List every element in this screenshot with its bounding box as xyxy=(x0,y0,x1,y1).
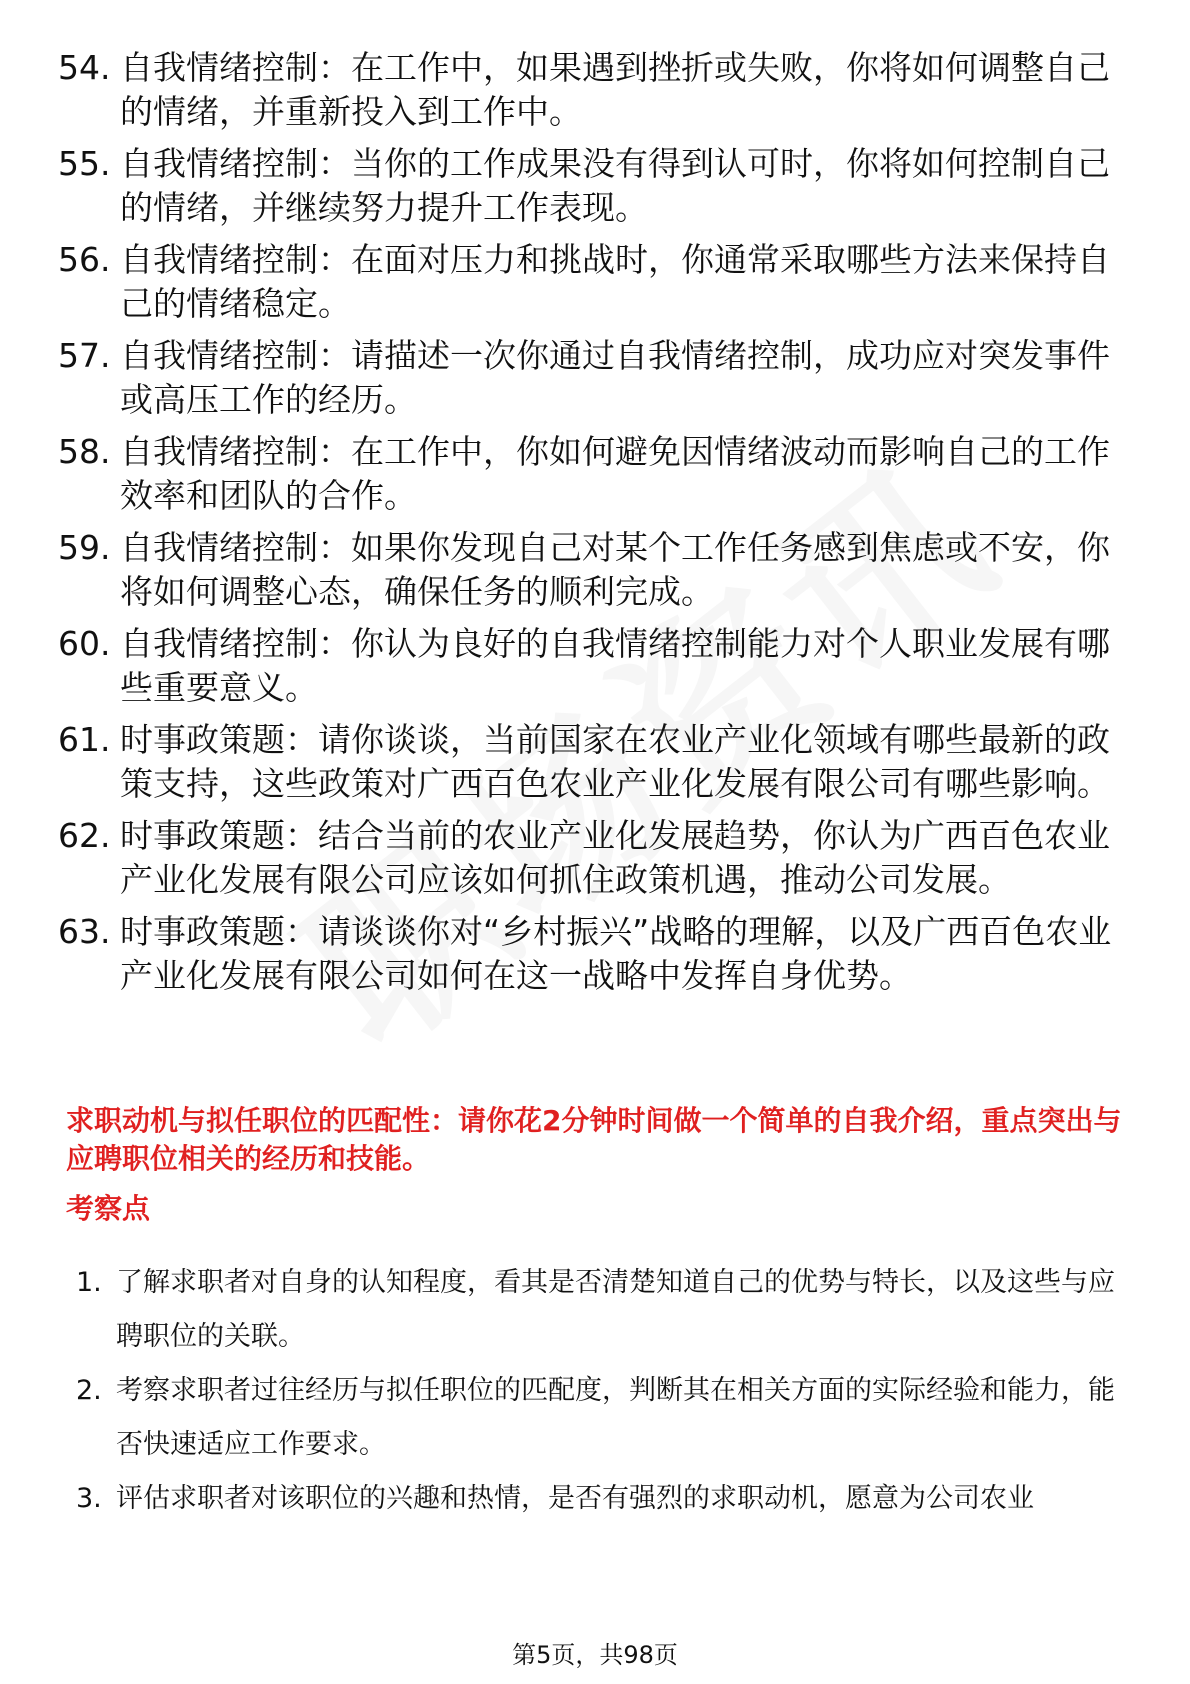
question-item xyxy=(58,334,1118,422)
point-text: 评估求职者对该职位的兴趣和热情，是否有强烈的求职动机，愿意为公司农业 xyxy=(116,1483,1034,1514)
question-item xyxy=(58,238,1118,326)
question-number: 54. xyxy=(58,48,111,87)
question-number: 59. xyxy=(58,528,111,567)
question-item xyxy=(58,430,1118,518)
question-item xyxy=(58,814,1118,902)
question-item xyxy=(58,526,1118,614)
question-text: 时事政策题：请你谈谈，当前国家在农业产业化领域有哪些最新的政策支持，这些政策对广西百色农业产业化发展有限公司有哪些影响。 xyxy=(120,720,1110,803)
question-text: 自我情绪控制：在工作中，如果遇到挫折或失败，你将如何调整自己的情绪，并重新投入到工作中。 xyxy=(120,48,1110,131)
question-number: 56. xyxy=(58,240,111,279)
question-text: 自我情绪控制：请描述一次你通过自我情绪控制，成功应对突发事件或高压工作的经历。 xyxy=(120,336,1110,419)
point-number: 3. xyxy=(76,1483,102,1514)
question-text: 自我情绪控制：如果你发现自己对某个工作任务感到焦虑或不安，你将如何调整心态，确保任务的顺利完成。 xyxy=(120,528,1110,611)
question-text: 时事政策题：请谈谈你对“乡村振兴”战略的理解，以及广西百色农业产业化发展有限公司如何在这一战略中发挥自身优势。 xyxy=(120,912,1112,995)
point-number: 2. xyxy=(76,1375,102,1406)
question-number: 55. xyxy=(58,144,111,183)
point-text: 考察求职者过往经历与拟任职位的匹配度，判断其在相关方面的实际经验和能力，能否快速适应工作要求。 xyxy=(116,1375,1115,1460)
question-text: 自我情绪控制：在面对压力和挑战时，你通常采取哪些方法来保持自己的情绪稳定。 xyxy=(120,240,1110,323)
question-item xyxy=(58,46,1118,134)
assessment-point xyxy=(76,1472,1126,1526)
question-text: 时事政策题：结合当前的农业产业化发展趋势，你认为广西百色农业产业化发展有限公司应该如何抓住政策机遇，推动公司发展。 xyxy=(120,816,1110,899)
question-list xyxy=(58,46,1118,1006)
point-text: 了解求职者对自身的认知程度，看其是否清楚知道自己的优势与特长，以及这些与应聘职位的关联。 xyxy=(116,1267,1115,1352)
page-footer: 第5页，共98页 xyxy=(512,1641,678,1669)
question-item xyxy=(58,718,1118,806)
question-number: 60. xyxy=(58,624,111,663)
question-item xyxy=(58,910,1118,998)
question-number: 58. xyxy=(58,432,111,471)
question-item xyxy=(58,142,1118,230)
question-number: 63. xyxy=(58,912,111,951)
point-number: 1. xyxy=(76,1267,102,1298)
assessment-point xyxy=(76,1364,1126,1472)
highlight-question: 求职动机与拟任职位的匹配性：请你花2分钟时间做一个简单的自我介绍，重点突出与应聘职位相关的经历和技能。 xyxy=(66,1104,1122,1175)
question-text: 自我情绪控制：当你的工作成果没有得到认可时，你将如何控制自己的情绪，并继续努力提升工作表现。 xyxy=(120,144,1110,227)
assessment-points-list xyxy=(76,1256,1126,1526)
question-text: 自我情绪控制：你认为良好的自我情绪控制能力对个人职业发展有哪些重要意义。 xyxy=(120,624,1110,707)
section-heading: 考察点 xyxy=(66,1192,151,1225)
question-item xyxy=(58,622,1118,710)
question-number: 57. xyxy=(58,336,111,375)
question-number: 62. xyxy=(58,816,111,855)
question-text: 自我情绪控制：在工作中，你如何避免因情绪波动而影响自己的工作效率和团队的合作。 xyxy=(120,432,1110,515)
question-number: 61. xyxy=(58,720,111,759)
assessment-point xyxy=(76,1256,1126,1364)
